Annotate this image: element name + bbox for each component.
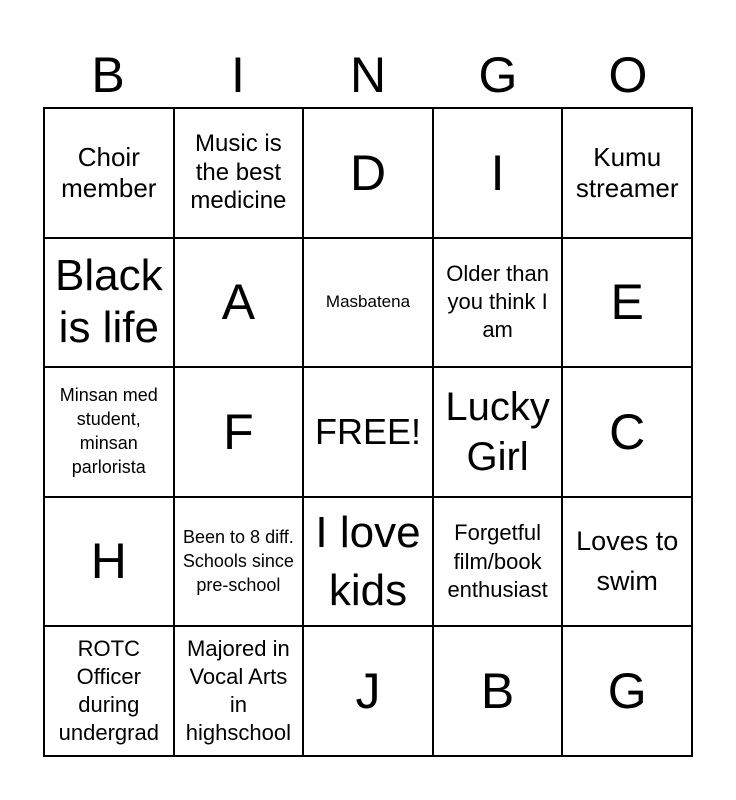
cell-text: I — [490, 144, 505, 201]
cell-text: Choir member — [61, 141, 157, 203]
cell-text: Black is life — [55, 250, 163, 353]
header-letter-g: G — [478, 47, 518, 103]
cell-text: Majored in Vocal Arts in highschool — [185, 635, 291, 746]
bingo-cell-r4-c1[interactable] — [44, 497, 174, 627]
bingo-cell-r1-c4[interactable] — [433, 108, 563, 238]
cell-text: I love kids — [315, 508, 421, 615]
bingo-cell-r3-c5[interactable] — [562, 367, 692, 497]
cell-text: Forgetful film/book enthusiast — [447, 520, 548, 602]
bingo-cell-r5-c1[interactable] — [44, 626, 174, 756]
cell-text: Music is the best medicine — [190, 130, 287, 214]
bingo-cell-r5-c3[interactable] — [303, 626, 433, 756]
cell-text: Minsan med student, minsan parlorista — [59, 385, 158, 477]
cell-text: A — [221, 274, 256, 331]
bingo-cell-r2-c3[interactable] — [303, 238, 433, 368]
free-space: FREE! — [314, 411, 421, 453]
bingo-cell-r2-c1[interactable] — [44, 238, 174, 368]
cell-text: ROTC Officer during undergrad — [58, 635, 159, 746]
bingo-cell-r3-c3[interactable] — [303, 367, 433, 497]
header-letter-n: N — [349, 47, 387, 103]
bingo-cell-r4-c4[interactable] — [433, 497, 563, 627]
bingo-cell-r1-c5[interactable] — [562, 108, 692, 238]
cell-text: Kumu streamer — [575, 141, 679, 203]
header-letter-b: B — [91, 47, 125, 103]
cell-text: C — [609, 403, 646, 460]
bingo-cell-r5-c4[interactable] — [433, 626, 563, 756]
cell-text: J — [355, 662, 381, 719]
cell-text: G — [607, 662, 647, 719]
bingo-cell-r4-c2[interactable] — [174, 497, 304, 627]
cell-text: F — [223, 403, 254, 460]
bingo-cell-r3-c2[interactable] — [174, 367, 304, 497]
bingo-cell-r2-c4[interactable] — [433, 238, 563, 368]
bingo-board — [43, 107, 693, 757]
bingo-cell-r4-c3[interactable] — [303, 497, 433, 627]
bingo-cell-r2-c5[interactable] — [562, 238, 692, 368]
cell-text: D — [349, 144, 387, 201]
cell-text: Older than you think I am — [446, 261, 549, 343]
cell-text: H — [90, 533, 127, 590]
header-letter-i: I — [231, 47, 245, 103]
bingo-cell-r5-c2[interactable] — [174, 626, 304, 756]
bingo-cell-r1-c2[interactable] — [174, 108, 304, 238]
cell-text: Loves to swim — [576, 526, 679, 596]
cell-text: B — [480, 662, 515, 719]
bingo-cell-r1-c3[interactable] — [303, 108, 433, 238]
bingo-cell-r1-c1[interactable] — [44, 108, 174, 238]
bingo-header — [43, 42, 693, 108]
cell-text: Lucky Girl — [445, 384, 550, 479]
cell-text: E — [610, 274, 644, 331]
bingo-cell-r4-c5[interactable] — [562, 497, 692, 627]
bingo-cell-r2-c2[interactable] — [174, 238, 304, 368]
cell-text: Masbatena — [325, 292, 411, 312]
header-letter-o: O — [608, 47, 648, 103]
cell-text: Been to 8 diff. Schools since pre-school — [182, 526, 294, 595]
bingo-cell-r5-c5[interactable] — [562, 626, 692, 756]
bingo-cell-r3-c1[interactable] — [44, 367, 174, 497]
bingo-cell-r3-c4[interactable] — [433, 367, 563, 497]
